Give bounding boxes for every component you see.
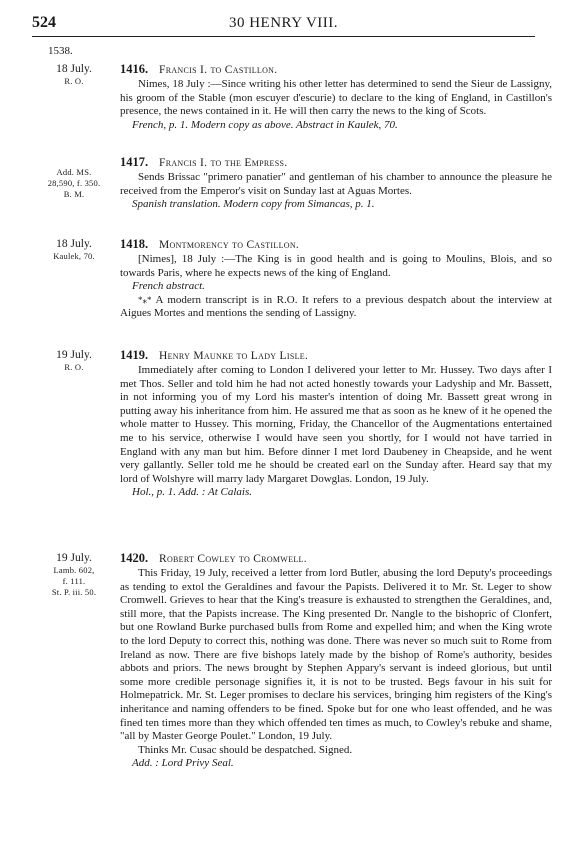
- entry-date: 19 July.: [56, 349, 92, 361]
- entry-note: French, p. 1. Modern copy as above. Abstract in Kaulek, 70.: [132, 118, 398, 131]
- source-ref: f. 111.: [62, 576, 86, 586]
- entry-paragraph: Immediately after coming to London I delivered your letter to Mr. Hussey. Two days after I met Thos. Seller and told him he had not acted honestly towards your Ladyship and Mr. Bassett, in not informing you of my Lord his master's intention of doing Mr. Bassett great wrong in putting away his inheritance from him. He assured me that as soon as he knew of it he opened the whole matter to Hussey. This morning, Friday, the Chancellor of the Augmentations entertained me to his service, otherwise I would have seen you shortly, for I would not have tarried in England with any man but him. Before dinner I met lord Daubeney in Cheapside, and he went very gallantly. Seller told me he should be created earl on the Sunday after. Heard say that my lord of Wolshyre will marry lady Margaret Dowglas. London, 19 July.: [120, 364, 552, 485]
- entry-content: [120, 155, 552, 212]
- entry-paragraph: This Friday, 19 July, received a letter from lord Butler, abusing the lord Deputy's proceedings as tending to extol the Geraldines and favour the Papists. Delivered it to Mr. St. Leger to show Cromwell. Grieves to hear that the King's treasure is exhausted to strengthen the Geraldines, and, still more, that the Papists increase. The King presented Dr. Nangle to the bishopric of Clonfert, but one Rowland Burke purchased bulls from Rome and expelled him; and when the King wrote to the lord Deputy to correct this, nothing was done. There was never so much suit to Rome from Ireland as now. There are five bishops lately made by the bishop of Rome's authority, besides abbots and priors. The news brought by Stephen Appary's servant is indeed glorious, but until some more credible personage signifies it, it is not to be trusted. Begs favour in his suit for Holmepatrick. Mr. St. Leger promises to declare his services, bringing him registers of the King's inheritance and naming offenders to be fined. Spoke but for one who least offended, and he was fined ten times more than they which offended ten times as much, to Cowley's rebuke and shame, "all by Master George Poulet." London, 19 July.: [120, 567, 552, 743]
- entry-margin: [32, 348, 116, 373]
- year-label: 1538.: [48, 45, 73, 57]
- entry-margin: [32, 551, 116, 598]
- source-ref: St. P. iii. 50.: [51, 587, 97, 597]
- entry-margin: [32, 237, 116, 262]
- source-ref: 28,590, f. 350.: [47, 178, 101, 188]
- entry-paragraph: Nimes, 18 July :—Since writing his other letter has determined to send the Sieur de Lassigny, his groom of the Stable (mon escuyer d'escurie) to declare to the king of England, in Castillon's presence, the news contained in it. He will then carry the news to the king of Scots.: [120, 78, 552, 118]
- source-ref: Add. MS.: [56, 167, 92, 177]
- entry-number: 1417.: [120, 155, 149, 169]
- entry-note: Add. : Lord Privy Seal.: [132, 757, 234, 770]
- entry-heading: [120, 237, 552, 252]
- entry-content: [120, 237, 552, 321]
- source-ref: B. M.: [63, 189, 85, 199]
- entry-title: Robert Cowley to Cromwell.: [159, 553, 307, 565]
- entry-content: [120, 551, 552, 771]
- page-header: [32, 10, 535, 37]
- entry-title: Henry Maunke to Lady Lisle.: [159, 350, 309, 362]
- asterism-icon: *⁎*: [138, 294, 152, 305]
- entry-number: 1416.: [120, 62, 149, 76]
- editorial-note-text: A modern transcript is in R.O. It refers to a previous despatch about the interview at Aigues Mortes and mentions the sending of Lassigny.: [120, 293, 552, 320]
- entry-content: [120, 348, 552, 500]
- entry-note: Spanish translation. Modern copy from Simancas, p. 1.: [132, 198, 375, 211]
- entry-paragraph: Thinks Mr. Cusac should be despatched. Signed.: [138, 743, 353, 756]
- entry-title: Francis I. to Castillon.: [159, 64, 278, 76]
- source-ref: R. O.: [64, 76, 84, 86]
- entry-paragraph: [Nimes], 18 July :—The King is in good health and is going to Moulins, Blois, and so towards Paris, where he expects news of the king of England.: [120, 253, 552, 279]
- entry-title: Francis I. to the Empress.: [159, 157, 288, 169]
- source-ref: R. O.: [64, 362, 84, 372]
- editorial-note: [120, 294, 552, 321]
- entry-note: Hol., p. 1. Add. : At Calais.: [132, 486, 252, 499]
- entry-margin: [32, 62, 116, 87]
- entry-content: [120, 62, 552, 132]
- entry-heading: [120, 62, 552, 77]
- source-ref: Kaulek, 70.: [53, 251, 95, 261]
- source-ref: Lamb. 602,: [53, 565, 95, 575]
- entry-number: 1420.: [120, 551, 149, 565]
- entry-margin: [32, 167, 116, 200]
- entry-title: Montmorency to Castillon.: [159, 239, 300, 251]
- entry-number: 1418.: [120, 237, 149, 251]
- entry-paragraph: Sends Brissac "primero panatier" and gentleman of his chamber to announce the pleasure he received from the Emperor's visit on Sunday last at Aguas Mortes.: [120, 171, 552, 197]
- entry-date: 19 July.: [56, 552, 92, 564]
- entry-heading: [120, 155, 552, 170]
- entry-date: 18 July.: [56, 238, 92, 250]
- running-title: 30 HENRY VIII.: [228, 14, 339, 31]
- entry-date: 18 July.: [56, 63, 92, 75]
- entry-heading: [120, 551, 552, 566]
- page-number: 524: [32, 14, 56, 31]
- entry-note: French abstract.: [132, 280, 205, 293]
- entry-heading: [120, 348, 552, 363]
- entry-number: 1419.: [120, 348, 149, 362]
